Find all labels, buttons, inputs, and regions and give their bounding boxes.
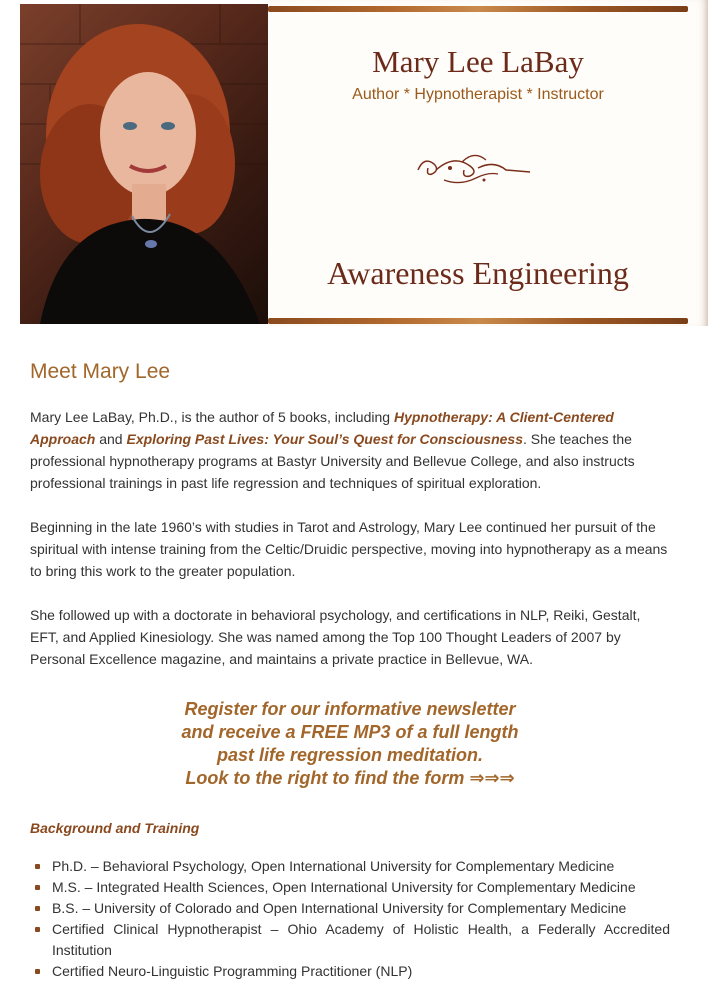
author-portrait (20, 4, 268, 324)
list-item: Certified Clinical Hypnotherapist – Ohio Academy of Holistic Health, a Federally Accredited Institution (30, 919, 670, 961)
background-heading: Background and Training (30, 820, 200, 836)
credentials-paragraph: She followed up with a doctorate in behavioral psychology, and certifications in NLP, Reiki, Gestalt, EFT, and Applied Kinesiology. She was named among the Top 100 Thought Leaders of 2007 by Personal Excellence magazine, and maintains a private practice in Bellevue, WA. (30, 607, 641, 667)
portrait-illustration (20, 4, 268, 324)
history-paragraph: Beginning in the late 1960’s with studies in Tarot and Astrology, Mary Lee continued her pursuit of the spiritual with intense training from the Celtic/Druidic perspective, moving into hypnotherapy as a means to bring this work to the greater population. (30, 519, 668, 579)
promo-line: and receive a FREE MP3 of a full length (181, 722, 519, 742)
credentials-list (30, 856, 670, 982)
book-title-past-lives: Exploring Past Lives: Your Soul’s Quest for Consciousness (126, 431, 523, 447)
site-tagline: Author * Hypnotherapist * Instructor (352, 86, 604, 103)
promo-line: past life regression meditation. (216, 745, 484, 765)
main-content (30, 360, 670, 982)
intro-text-end: . She teaches the professional hypnotherapy programs at Bastyr University and Bellevue College, and also instructs professional trainings in past life regression and techniques of spiritual exploration. (30, 431, 635, 491)
list-item: M.S. – Integrated Health Sciences, Open International University for Complementary Medicine (30, 877, 670, 898)
page-title: Meet Mary Lee (30, 360, 171, 383)
promo-line: Register for our informative newsletter (184, 699, 516, 719)
newsletter-promo (30, 698, 670, 790)
site-header (20, 0, 708, 326)
book-title-hypnotherapy: Hypnotherapy: A Client-Centered Approach (30, 409, 614, 447)
flourish-ornament-icon (414, 150, 532, 190)
list-item: Certified Neuro-Linguistic Programming Practitioner (NLP) (30, 961, 670, 982)
list-item: Ph.D. – Behavioral Psychology, Open International University for Complementary Medicine (30, 856, 670, 877)
brand-title: Awareness Engineering (327, 255, 629, 291)
promo-line: Look to the right to find the form ⇒⇒⇒ (185, 768, 515, 788)
site-name: Mary Lee LaBay (372, 44, 584, 79)
banner-top-bar (268, 6, 688, 12)
list-item: B.S. – University of Colorado and Open International University for Complementary Medicine (30, 898, 670, 919)
brand-banner (268, 0, 708, 326)
intro-text-start: Mary Lee LaBay, Ph.D., is the author of 5 books, including (30, 409, 394, 425)
banner-bottom-bar (268, 318, 688, 324)
intro-paragraph (30, 406, 670, 494)
intro-text-mid: and (95, 431, 127, 447)
